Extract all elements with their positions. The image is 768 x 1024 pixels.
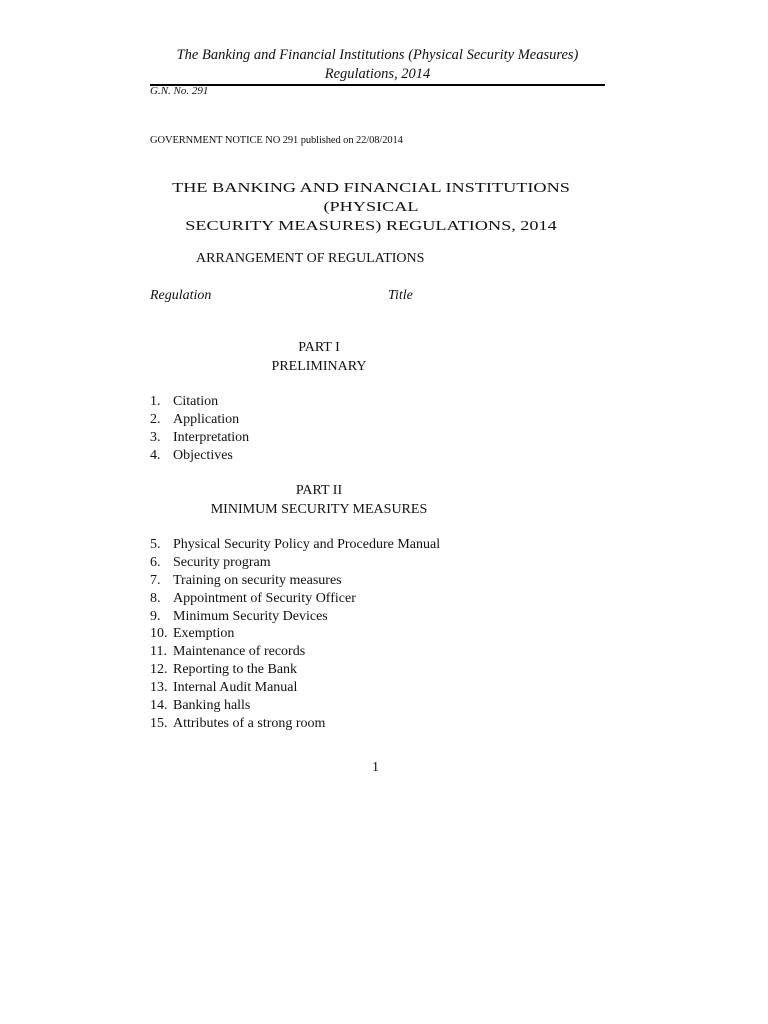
item-title: Exemption xyxy=(173,626,235,642)
list-item xyxy=(150,679,440,697)
item-title: Attributes of a strong room xyxy=(173,715,326,731)
item-number: 11. xyxy=(150,644,167,660)
list-item xyxy=(150,447,249,465)
item-number: 14. xyxy=(150,698,168,714)
item-title: Minimum Security Devices xyxy=(173,608,328,624)
regulation-list xyxy=(150,536,440,733)
document-title xyxy=(150,179,592,236)
item-number: 6. xyxy=(150,554,161,570)
part-name: PRELIMINARY xyxy=(271,358,367,374)
item-title: Internal Audit Manual xyxy=(173,680,298,696)
list-item xyxy=(150,572,440,590)
item-title: Objectives xyxy=(173,447,233,463)
column-header-regulation: Regulation xyxy=(150,288,212,303)
item-number: 10. xyxy=(150,626,168,642)
item-title: Training on security measures xyxy=(173,572,342,588)
list-item xyxy=(150,411,249,429)
arrangement-heading: ARRANGEMENT OF REGULATIONS xyxy=(196,251,425,266)
list-item xyxy=(150,643,440,661)
gn-number: G.N. No. 291 xyxy=(150,85,209,97)
list-item xyxy=(150,661,440,679)
item-number: 13. xyxy=(150,680,168,696)
running-header xyxy=(150,46,605,84)
column-header-title: Title xyxy=(388,288,413,303)
item-title: Banking halls xyxy=(173,698,251,714)
list-item xyxy=(150,536,440,554)
part-label: PART I xyxy=(298,340,340,355)
document-title-line2: SECURITY MEASURES) REGULATIONS, 2014 xyxy=(185,219,557,234)
item-title: Interpretation xyxy=(173,429,250,445)
item-number: 3. xyxy=(150,429,161,445)
part-heading xyxy=(150,339,488,376)
list-item xyxy=(150,625,440,643)
item-number: 4. xyxy=(150,447,161,463)
item-number: 8. xyxy=(150,590,161,606)
item-title: Application xyxy=(173,411,240,427)
item-number: 2. xyxy=(150,411,161,427)
list-item xyxy=(150,393,249,411)
item-number: 12. xyxy=(150,662,168,678)
list-item xyxy=(150,429,249,447)
government-notice-line: GOVERNMENT NOTICE NO 291 published on 22/08/2014 xyxy=(150,135,403,146)
item-title: Maintenance of records xyxy=(173,644,306,660)
item-title: Citation xyxy=(173,394,219,409)
item-number: 15. xyxy=(150,715,168,731)
list-item xyxy=(150,590,440,608)
item-title: Appointment of Security Officer xyxy=(173,590,356,606)
part-name: MINIMUM SECURITY MEASURES xyxy=(210,501,428,517)
item-number: 1. xyxy=(150,394,161,409)
regulation-list xyxy=(150,393,249,465)
item-title: Reporting to the Bank xyxy=(173,662,298,678)
item-number: 5. xyxy=(150,537,161,552)
list-item xyxy=(150,554,440,572)
part-label: PART II xyxy=(295,483,343,498)
list-item xyxy=(150,608,440,626)
document-title-line1: THE BANKING AND FINANCIAL INSTITUTIONS (PHYSICAL xyxy=(172,181,570,215)
list-item xyxy=(150,697,440,715)
item-number: 9. xyxy=(150,608,161,624)
running-header-line1: The Banking and Financial Institutions (Physical Security Measures) xyxy=(176,47,579,63)
running-header-line2: Regulations, 2014 xyxy=(324,66,431,82)
part-heading xyxy=(150,482,488,519)
header-divider xyxy=(150,84,605,86)
item-number: 7. xyxy=(150,572,161,588)
list-item xyxy=(150,715,440,733)
item-title: Physical Security Policy and Procedure Manual xyxy=(173,537,441,552)
page-number: 1 xyxy=(372,760,379,775)
item-title: Security program xyxy=(173,554,271,570)
